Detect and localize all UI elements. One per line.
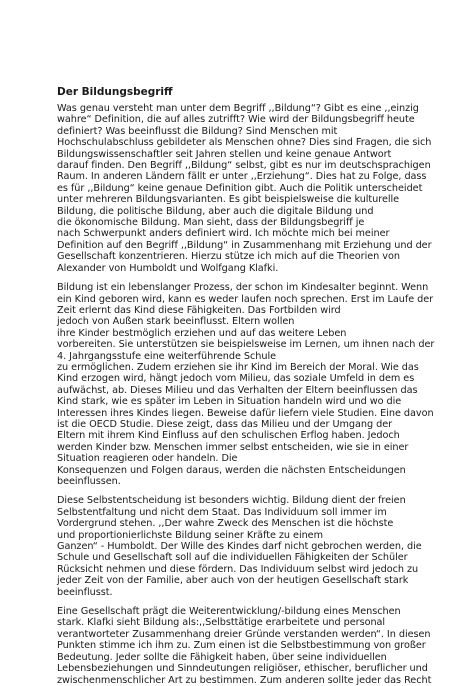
paragraph-4 bbox=[57, 606, 454, 686]
text-line: Konsequenzen und Folgen daraus, werden die nächsten Entscheidungen bbox=[57, 464, 406, 476]
text-line: Bildungswissenschaftler seit Jahren stellen und keine genaue Antwort bbox=[57, 148, 392, 160]
text-line: Gesellschaft konzentrieren. Hierzu stütze ich mich auf die Theorien von bbox=[57, 251, 400, 263]
text-line: vorbereiten. Sie unterstützen sie beispielsweise im Lernen, um ihnen nach der bbox=[57, 339, 435, 351]
text-line: Eine Gesellschaft prägt die Weiterentwicklung/-bildung eines Menschen bbox=[57, 606, 401, 618]
text-line: Punkten stimme ich ihm zu. Zum einen ist die Selbstbestimmung von großer bbox=[57, 640, 426, 652]
text-line: Rücksicht nehmen und diese fördern. Das Individuum selbst wird jedoch zu bbox=[57, 563, 419, 575]
text-line: Bildung ist ein lebenslanger Prozess, der schon im Kindesalter beginnt. Wenn bbox=[57, 282, 429, 294]
text-line: beeinflussen. bbox=[57, 476, 121, 487]
text-line: Situation reagieren oder handeln. Die bbox=[57, 453, 238, 465]
text-line: Zeit erlernt das Kind diese Fähigkeiten. Das Fortbilden wird bbox=[57, 304, 341, 316]
text-line: Vordergrund stehen. ,,Der wahre Zweck des Menschen ist die höchste bbox=[57, 518, 394, 530]
text-line: jedoch von Außen stark beeinflusst. Eltern wollen bbox=[57, 316, 295, 328]
text-line: ihre Kinder bestmöglich erziehen und auf das weitere Leben bbox=[57, 327, 347, 339]
text-line: Diese Selbstentscheidung ist besonders wichtig. Bildung dient der freien bbox=[57, 495, 406, 507]
text-line: Kind erzogen wird, hängt jedoch vom Milieu, das soziale Umfeld in dem es bbox=[57, 373, 415, 385]
text-line: stark. Klafki sieht Bildung als:,,Selbsttätige erarbeitete und personal bbox=[57, 617, 386, 629]
document-title: Der Bildungsbegriff bbox=[57, 86, 173, 98]
text-line: Interessen ihres Kindes liegen. Beweise dafür liefern viele Studien. Eine davon bbox=[57, 407, 434, 419]
text-line: Schule und Gesellschaft soll auf die individuellen Fähigkeiten der Schüler bbox=[57, 552, 408, 564]
paragraph-3 bbox=[57, 495, 454, 598]
text-line: Lebensbeziehungen und Sinndeutungen religiöser, ethischer, beruflicher und bbox=[57, 663, 428, 675]
text-line: ein Kind geboren wird, kann es weder laufen noch sprechen. Erst im Laufe der bbox=[57, 293, 434, 305]
paragraph-1 bbox=[57, 103, 454, 274]
text-line: ist die OECD Studie. Diese zeigt, dass das Milieu und der Umgang der bbox=[57, 418, 393, 430]
text-line: Definition auf den Begriff ,,Bildung“ in Zusammenhang mit Erziehung und der bbox=[57, 239, 432, 251]
text-line: Hochschulabschluss gebildeter als Menschen ohne? Dies sind Fragen, die sich bbox=[57, 137, 432, 149]
text-line: Bildung, die politische Bildung, aber auch die digitale Bildung und bbox=[57, 205, 374, 217]
text-line: aufwächst, ab. Dieses Milieu und das Verhalten der Eltern beeinflussen das bbox=[57, 384, 418, 396]
text-line: Eltern mit ihrem Kind Einfluss auf den schulischen Erflog haben. Jedoch bbox=[57, 430, 400, 442]
text-line: Alexander von Humboldt und Wolfgang Klafki. bbox=[57, 262, 279, 274]
text-line: Kind stark, wie es später im Leben in Situation handeln wird und wo die bbox=[57, 396, 402, 408]
text-line: nach Schwerpunkt anders definiert wird. Ich möchte mich bei meiner bbox=[57, 228, 390, 240]
text-line: Ganzen“ - Humboldt. Der Wille des Kindes darf nicht gebrochen werden, die bbox=[57, 541, 422, 553]
text-line: 4. Jahrgangsstufe eine weiterführende Schule bbox=[57, 350, 277, 362]
text-line: zu ermöglichen. Zudem erziehen sie ihr Kind im Bereich der Moral. Wie das bbox=[57, 361, 419, 373]
text-line: und proportionierlichste Bildung seiner Kräfte zu einem bbox=[57, 529, 323, 541]
text-line: wahre“ Definition, die auf alles zutrifft? Wie wird der Bildungsbegriff heute bbox=[57, 114, 415, 126]
text-line: es für ,,Bildung“ keine genaue Definition gibt. Auch die Politik unterscheidet bbox=[57, 182, 423, 194]
text-line: beeinflusst. bbox=[57, 586, 113, 598]
text-line: Raum. In anderen Ländern fällt er unter ,,Erziehung“. Dies hat zu Folge, dass bbox=[57, 171, 427, 183]
text-line: jeder Zeit von der Familie, aber auch von der heutigen Gesellschaft stark bbox=[57, 575, 409, 587]
text-line: zwischenmenschlicher Art zu bestimmen. Zum anderen sollte jeder das Recht bbox=[57, 674, 432, 686]
text-line: Selbstentfaltung und nicht dem Staat. Das Individuum soll immer im bbox=[57, 506, 387, 518]
text-line: Bedeutung. Jeder sollte die Fähigkeit haben, über seine individuellen bbox=[57, 651, 387, 663]
text-line: werden Kinder bzw. Menschen immer selbst entscheiden, wie sie in einer bbox=[57, 441, 409, 453]
paragraph-2 bbox=[57, 282, 454, 487]
text-line: definiert? Was beeinflusst die Bildung? Sind Menschen mit bbox=[57, 125, 338, 137]
text-line: unter mehreren Bildungsvarianten. Es gibt beispielsweise die kulturelle bbox=[57, 194, 400, 206]
text-line: die ökonomische Bildung. Man sieht, dass der Bildungsbegriff je bbox=[57, 217, 365, 229]
text-line: verantworteter Zusammenhang dreier Gründe verstanden werden“. In diesen bbox=[57, 628, 431, 640]
text-line: darauf finden. Den Begriff ,,Bildung“ selbst, gibt es nur im deutschsprachigen bbox=[57, 160, 431, 172]
text-line: Was genau versteht man unter dem Begriff ,,Bildung“? Gibt es eine ,,einzig bbox=[57, 103, 419, 114]
